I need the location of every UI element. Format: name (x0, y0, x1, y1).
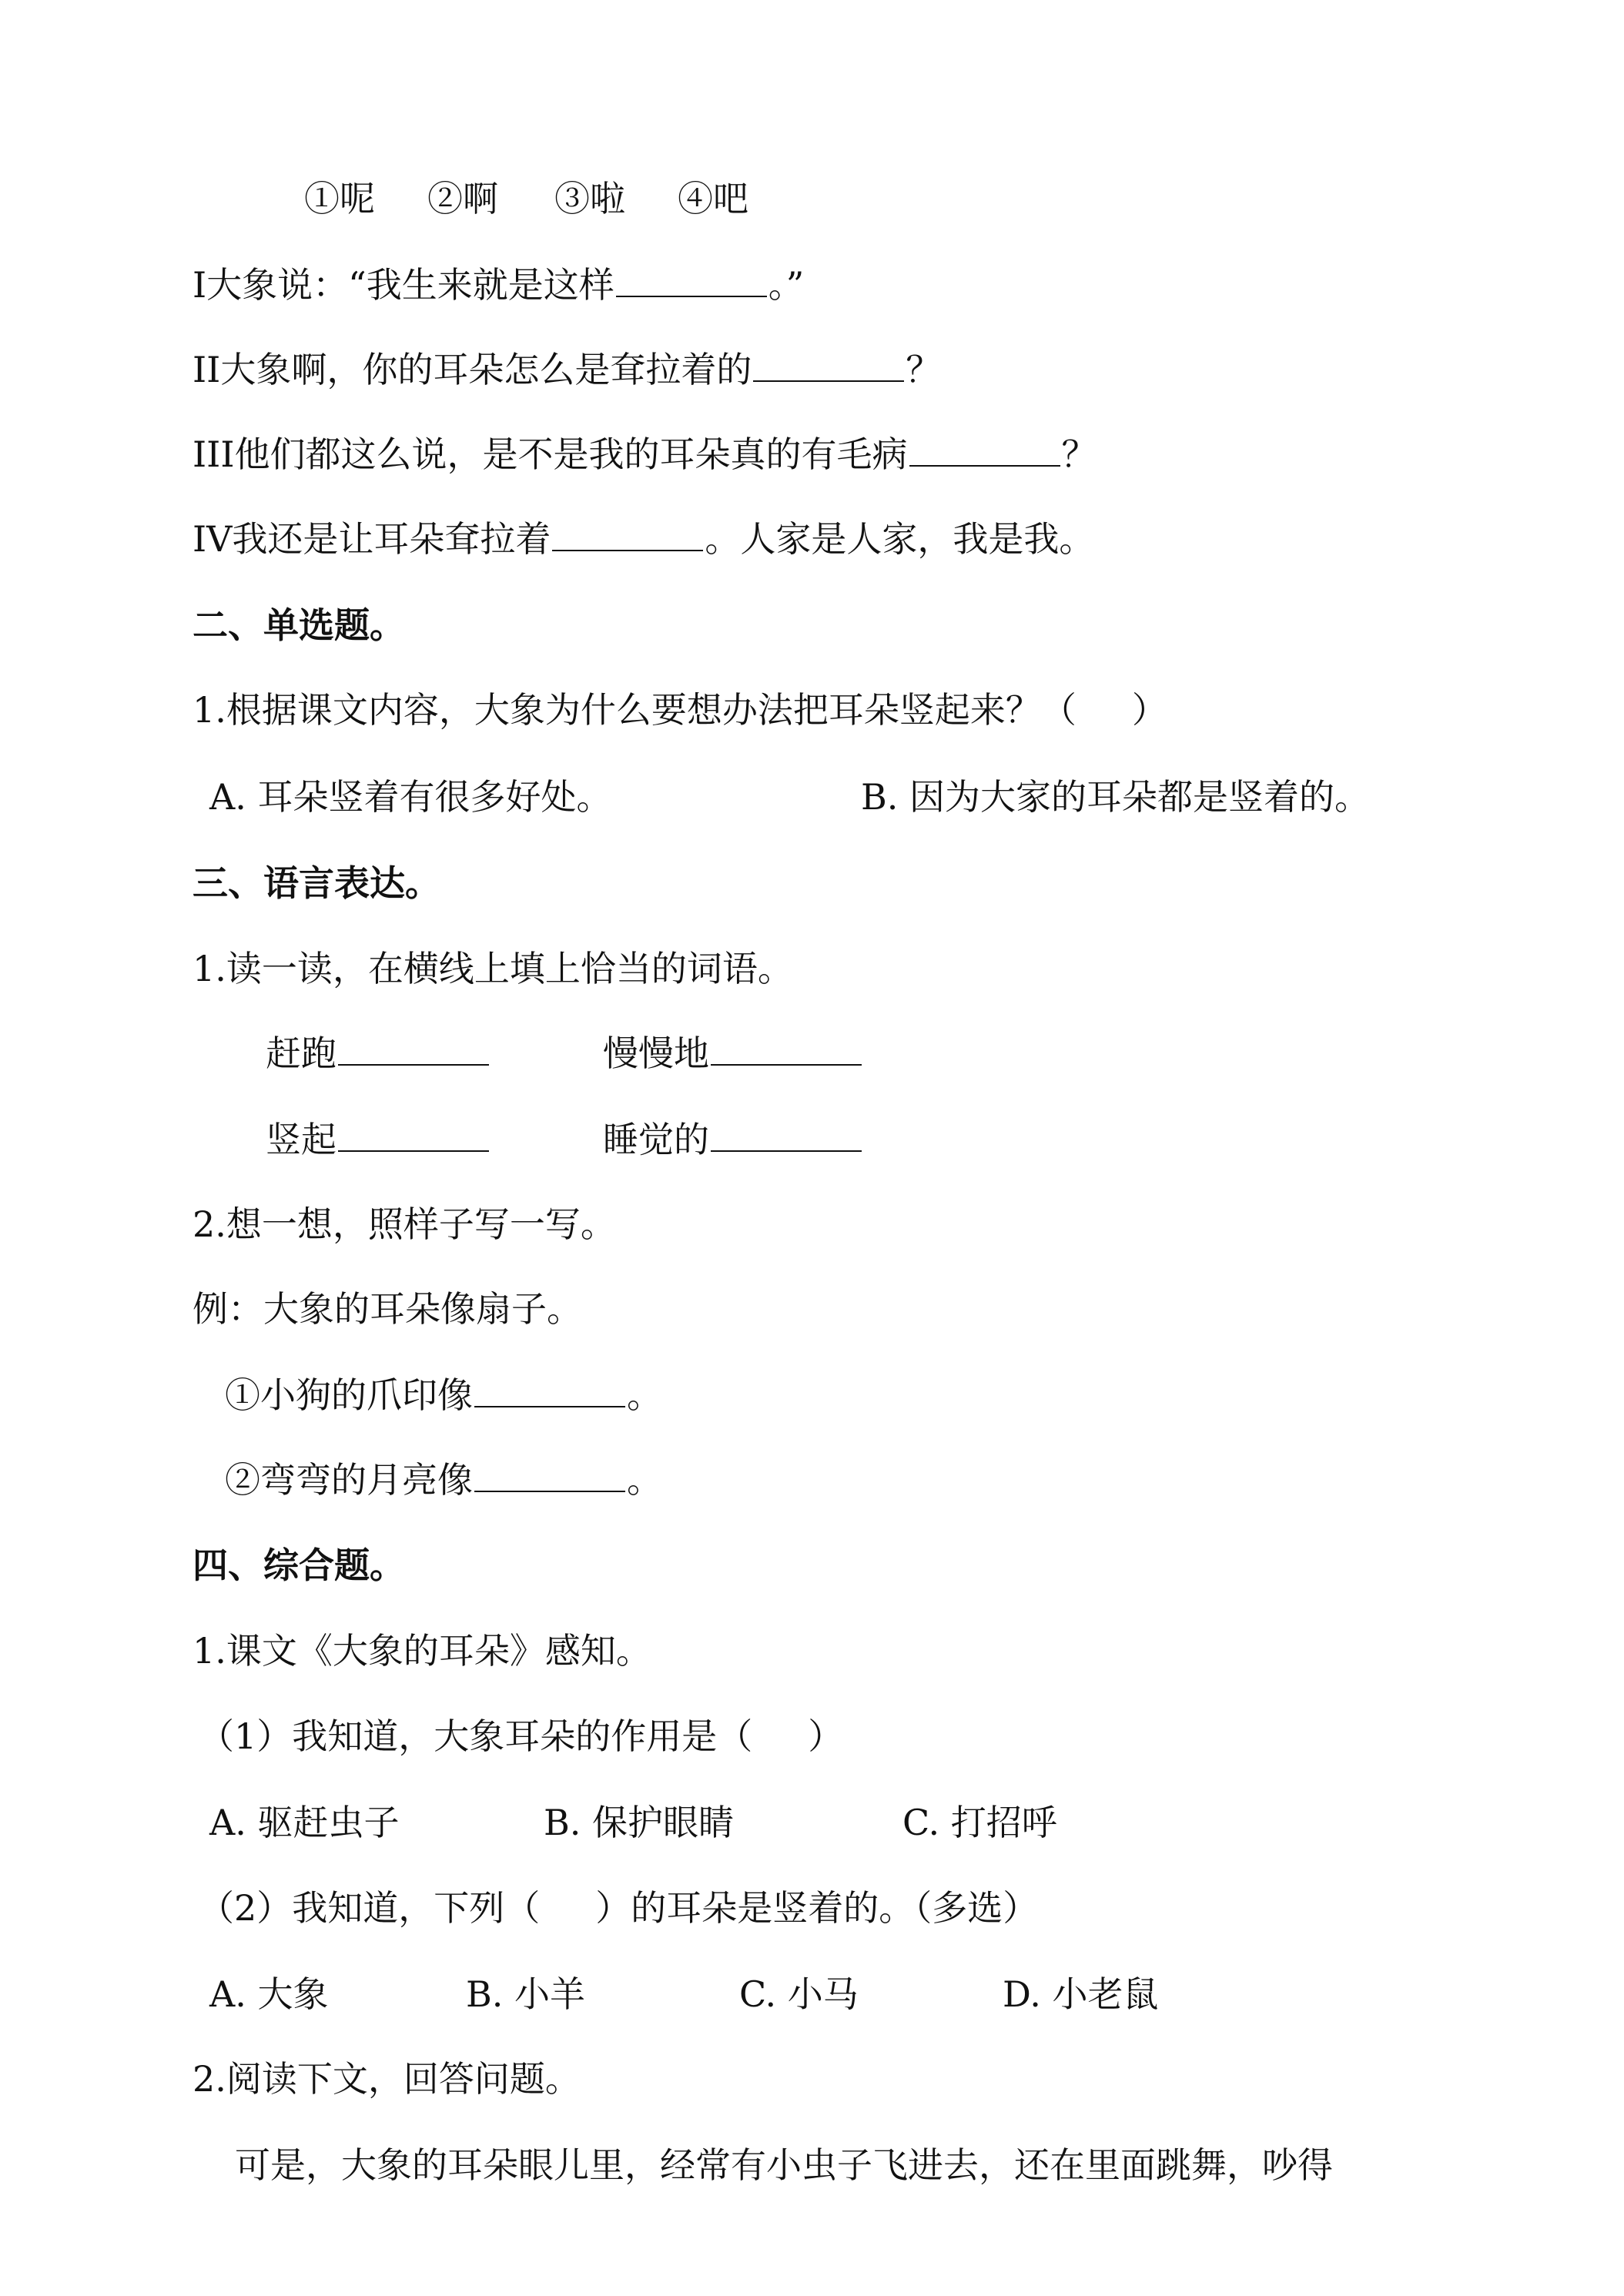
sentence-3-end: ？ (1061, 433, 1097, 475)
sentence-3 (193, 431, 1097, 477)
sub-1-option-c: C. 打招呼 (902, 1802, 1057, 1843)
sentence-2-end: ？ (906, 349, 942, 390)
question-paren-close: ） (1131, 689, 1167, 731)
imitation-item-1-text: ①小狗的爪印像 (225, 1374, 473, 1416)
imitation-item-2-end: 。 (627, 1459, 662, 1501)
sentence-4 (193, 516, 1094, 562)
section-4-heading: 四、综合题。 (193, 1545, 405, 1586)
section-4-question-2: 2.阅读下文，回答问题。 (193, 2058, 581, 2100)
option-particle-2: ②啊 (427, 178, 498, 219)
word-fill-3-text: 竖起 (266, 1119, 337, 1160)
answer-blank (711, 1120, 862, 1152)
answer-blank (338, 1033, 489, 1066)
sub-question-2 (199, 1885, 1038, 1931)
word-fill-1-text: 赶跑 (266, 1033, 337, 1074)
sub-question-1 (199, 1713, 843, 1759)
sentence-2-text: II大象啊，你的耳朵怎么是耷拉着的 (193, 349, 752, 390)
word-fill-2-text: 慢慢地 (603, 1033, 709, 1074)
section-4-question-1: 1.课文《大象的耳朵》感知。 (193, 1630, 651, 1672)
sub-2-option-b: B. 小羊 (466, 1973, 586, 2015)
imitation-item-2 (225, 1457, 662, 1503)
answer-blank (338, 1120, 489, 1152)
sentence-3-text: III他们都这么说，是不是我的耳朵真的有毛病 (193, 433, 908, 475)
sentence-1 (193, 262, 804, 308)
sub-question-2-text: （2）我知道，下列（ (199, 1887, 541, 1929)
imitation-item-1 (225, 1372, 662, 1418)
option-particle-3: ③啦 (554, 178, 625, 219)
answer-blank (753, 350, 904, 382)
section-3-question-1: 1.读一读，在横线上填上恰当的词语。 (193, 948, 793, 989)
example-sentence: 例：大象的耳朵像扇子。 (193, 1288, 582, 1330)
sentence-2 (193, 346, 941, 393)
answer-blank (711, 1033, 862, 1066)
answer-blank (474, 1375, 625, 1407)
imitation-item-2-text: ②弯弯的月亮像 (225, 1459, 473, 1501)
sub-2-option-a: A. 大象 (209, 1973, 329, 2015)
section-3-question-2: 2.想一想，照样子写一写。 (193, 1203, 616, 1245)
word-fill-4 (603, 1116, 863, 1163)
section-3-heading: 三、语言表达。 (193, 862, 440, 904)
word-fill-3 (266, 1116, 491, 1163)
sub-1-option-a: A. 驱赶虫子 (209, 1802, 400, 1843)
sentence-4-end: 。人家是人家，我是我。 (705, 518, 1095, 560)
reading-passage: 可是，大象的耳朵眼儿里，经常有小虫子飞进去，还在里面跳舞，吵得 (235, 2144, 1333, 2186)
imitation-item-1-end: 。 (627, 1374, 662, 1416)
word-fill-2 (603, 1030, 863, 1076)
sentence-4-text: IV我还是让耳朵耷拉着 (193, 518, 551, 560)
answer-blank (474, 1460, 625, 1492)
sentence-1-end: 。” (768, 264, 805, 306)
answer-blank (552, 519, 703, 551)
sentence-1-text: I大象说：“我生来就是这样 (193, 264, 614, 306)
section-2-option-a: A. 耳朵竖着有很多好处。 (209, 776, 612, 818)
sub-question-1-text: （1）我知道，大象耳朵的作用是（ (199, 1715, 753, 1757)
question-text: 1.根据课文内容，大象为什么要想办法把耳朵竖起来？（ (193, 689, 1077, 731)
sub-question-1-end: ） (808, 1715, 844, 1757)
option-particle-4: ④吧 (678, 178, 748, 219)
answer-blank (616, 265, 767, 297)
sub-1-option-b: B. 保护眼睛 (544, 1802, 735, 1843)
option-particle-1: ①呢 (304, 178, 375, 219)
sub-question-2-end: ）的耳朵是竖着的。（多选） (595, 1887, 1039, 1929)
answer-blank (909, 434, 1060, 467)
word-fill-4-text: 睡觉的 (603, 1119, 709, 1160)
sub-2-option-d: D. 小老鼠 (1003, 1973, 1159, 2015)
word-fill-1 (266, 1030, 491, 1076)
section-2-option-b: B. 因为大家的耳朵都是竖着的。 (861, 776, 1371, 818)
section-2-heading: 二、单选题。 (193, 604, 405, 646)
section-2-question-1 (193, 687, 1167, 733)
sub-2-option-c: C. 小马 (739, 1973, 859, 2015)
